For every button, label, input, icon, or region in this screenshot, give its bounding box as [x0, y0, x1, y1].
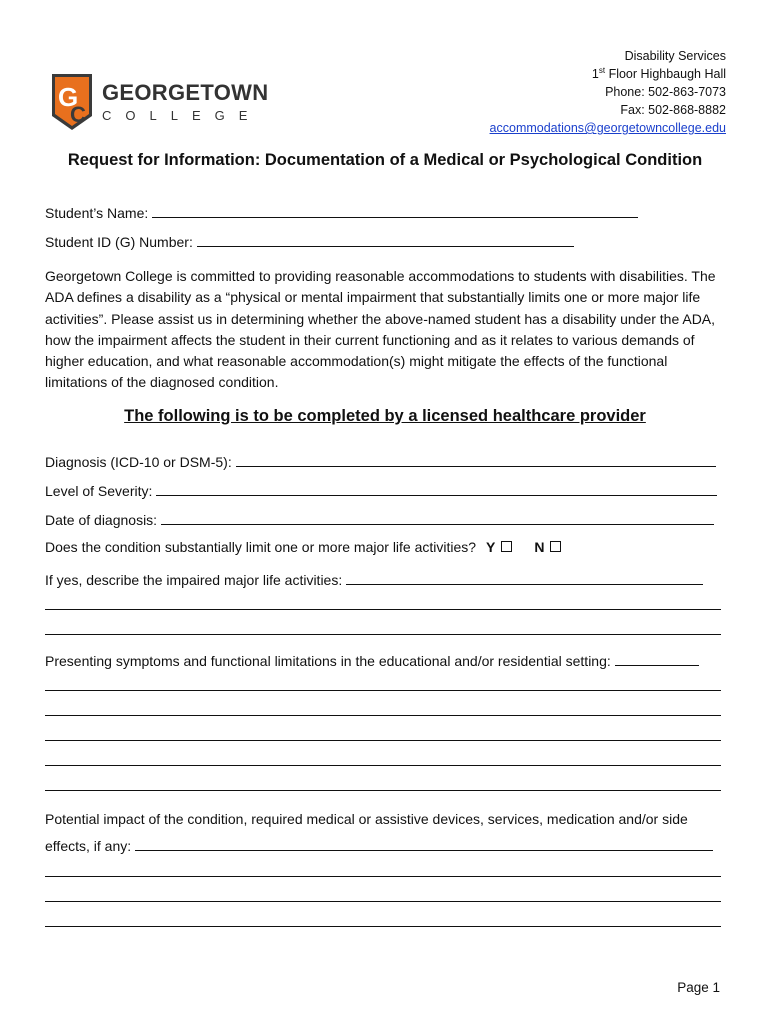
impact-label-line-2: effects, if any: — [45, 838, 132, 854]
contact-block — [490, 47, 726, 137]
page-title: Request for Information: Documentation of a Medical or Psychological Condition — [67, 151, 703, 169]
diagnosis-label: Diagnosis (ICD-10 or DSM-5): — [45, 454, 232, 470]
impaired-activities-label: If yes, describe the impaired major life activities: — [45, 572, 343, 588]
student-id-label: Student ID (G) Number: — [45, 234, 193, 250]
severity-row — [45, 481, 717, 499]
student-name-row — [45, 203, 638, 221]
page-number: Page 1 — [677, 980, 720, 995]
impact-line-2[interactable] — [45, 876, 721, 877]
impact-line-3[interactable] — [45, 901, 721, 902]
contact-floor — [490, 65, 726, 83]
diagnosis-row — [45, 452, 716, 470]
symptoms-line-5[interactable] — [45, 765, 721, 766]
floor-suffix: st — [598, 65, 606, 75]
symptoms-row — [45, 651, 699, 669]
floor-location: Floor Highbaugh Hall — [605, 67, 726, 81]
severity-label: Level of Severity: — [45, 483, 153, 499]
diagnosis-date-label: Date of diagnosis: — [45, 512, 158, 528]
svg-text:C: C — [70, 102, 86, 127]
logo-name: GEORGETOWN — [102, 80, 269, 105]
symptoms-line-4[interactable] — [45, 740, 721, 741]
college-logo — [50, 72, 269, 134]
symptoms-line-2[interactable] — [45, 690, 721, 691]
severity-field[interactable] — [156, 481, 717, 496]
major-life-limit-row — [45, 539, 577, 555]
svg-text:G: G — [58, 82, 79, 112]
contact-phone: Phone: 502-863-7073 — [605, 85, 726, 99]
student-name-label: Student’s Name: — [45, 205, 149, 221]
impaired-activities-line-3[interactable] — [45, 634, 721, 635]
contact-email-link[interactable]: accommodations@georgetowncollege.edu — [489, 121, 726, 135]
gc-shield-icon — [50, 72, 94, 132]
provider-section-heading: The following is to be completed by a licensed healthcare provider — [124, 407, 646, 425]
symptoms-line-6[interactable] — [45, 790, 721, 791]
no-checkbox[interactable] — [550, 541, 561, 552]
symptoms-label: Presenting symptoms and functional limitations in the educational and/or residential setting: — [45, 653, 611, 669]
impaired-activities-field[interactable] — [346, 570, 703, 585]
impaired-activities-line-2[interactable] — [45, 609, 721, 610]
symptoms-field[interactable] — [615, 651, 699, 666]
contact-fax: Fax: 502-868-8882 — [620, 103, 726, 117]
student-id-row — [45, 232, 574, 250]
diagnosis-date-row — [45, 510, 714, 528]
diagnosis-field[interactable] — [236, 452, 716, 467]
impact-label-line-1: Potential impact of the condition, required medical or assistive devices, services, medication and/or side — [45, 811, 688, 827]
impaired-activities-row — [45, 570, 703, 588]
no-label: N — [534, 539, 545, 555]
student-id-field[interactable] — [197, 232, 574, 247]
intro-paragraph: Georgetown College is committed to providing reasonable accommodations to students with disabilities. The ADA defines a disability as a “physical or mental impairment that substantially limits one or more major life activities”. Please assist us in determining whether the above-named student has a disability under the ADA, how the impairment affects the student in their current functioning and as it relates to various demands of higher education, and what reasonable accommodation(s) might mitigate the effects of the functional limitations of the diagnosed condition. — [45, 268, 716, 391]
impact-line-4[interactable] — [45, 926, 721, 927]
yes-label: Y — [485, 539, 496, 555]
student-name-field[interactable] — [152, 203, 638, 218]
impact-label-row-2 — [45, 836, 713, 854]
diagnosis-date-field[interactable] — [161, 510, 714, 525]
contact-office: Disability Services — [624, 49, 726, 63]
floor-number: 1 — [591, 67, 599, 81]
yes-checkbox[interactable] — [501, 541, 512, 552]
impact-label-row-1 — [45, 811, 688, 827]
major-life-limit-question: Does the condition substantially limit one or more major life activities? — [45, 539, 477, 555]
symptoms-line-3[interactable] — [45, 715, 721, 716]
impact-field[interactable] — [135, 836, 713, 851]
logo-subtitle: COLLEGE — [102, 108, 262, 123]
